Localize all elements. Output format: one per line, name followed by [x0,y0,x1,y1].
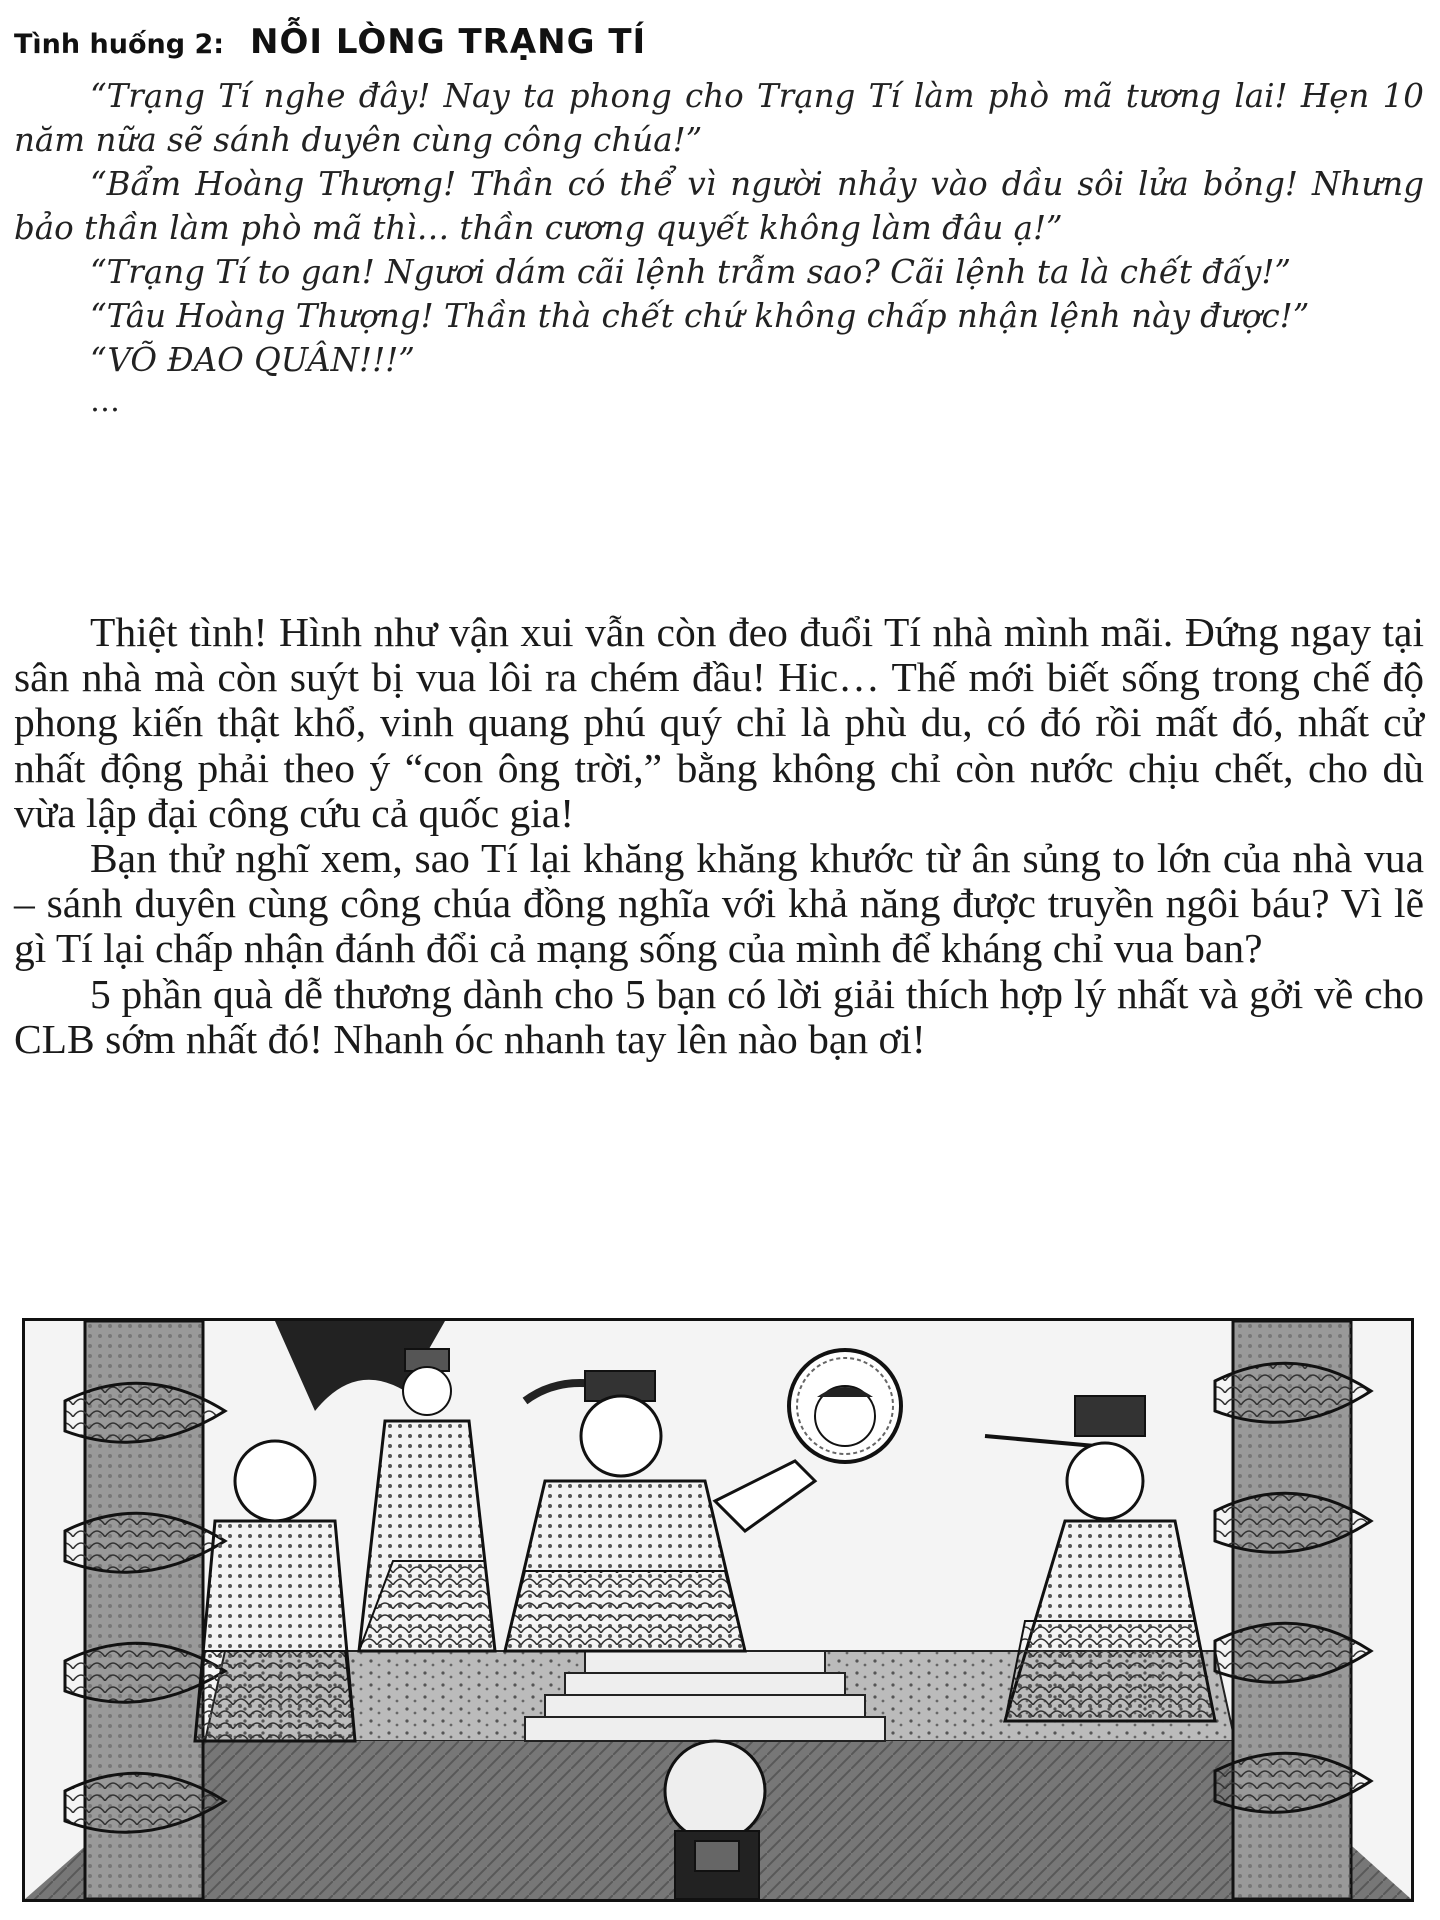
dialogue-block [14,74,1424,422]
body-paragraph: Thiệt tình! Hình như vận xui vẫn còn đeo đuổi Tí nhà mình mãi. Đứng ngay tại sân nhà mà còn suýt bị vua lôi ra chém đầu! Hic… Thế mới biết sống trong chế độ phong kiến thật khổ, vinh quang phú quý chỉ là phù du, có đó rồi mất đó, nhất cử nhất động phải theo ý “con ông trời,” bằng không chỉ còn nước chịu chết, cho dù vừa lập đại công cứu cả quốc gia! [14,609,1424,836]
heading-title: NỖI LÒNG TRẠNG TÍ [250,22,647,62]
dialogue-line: “Tâu Hoàng Thượng! Thần thà chết chứ không chấp nhận lệnh này được!” [90,297,1310,335]
dialogue-ellipsis: … [90,384,120,419]
body-paragraph: 5 phần quà dễ thương dành cho 5 bạn có lời giải thích hợp lý nhất và gởi về cho CLB sớm nhất đó! Nhanh óc nhanh tay lên nào bạn ơi! [14,970,1424,1062]
body-paragraph: Bạn thử nghĩ xem, sao Tí lại khăng khăng khước từ ân sủng to lớn của nhà vua – sánh duyên cùng công chúa đồng nghĩa với khả năng được truyền ngôi báu? Vì lẽ gì Tí lại chấp nhận đánh đổi cả mạng sống của mình để kháng chỉ vua ban? [14,835,1424,972]
ti-thought-bubble [789,1350,901,1462]
throne-room-drawing [25,1321,1411,1899]
dialogue-line: “Trạng Tí to gan! Ngươi dám cãi lệnh trẫm sao? Cãi lệnh ta là chết đấy!” [90,253,1292,291]
section-heading [14,22,646,62]
body-text [14,610,1424,1062]
left-dragon-pillar [65,1321,225,1899]
dialogue-line: “Trạng Tí nghe đây! Nay ta phong cho Trạng Tí làm phò mã tương lai! Hẹn 10 năm nữa sẽ sánh duyên cùng công chúa!” [14,77,1424,159]
ti-from-behind [665,1741,765,1899]
throne-room-illustration [22,1318,1414,1902]
dialogue-line: “VÕ ĐAO QUÂN!!!” [90,341,415,379]
right-dragon-pillar [1215,1321,1371,1899]
dialogue-line: “Bẩm Hoàng Thượng! Thần có thể vì người nhảy vào dầu sôi lửa bỏng! Nhưng bảo thần làm phò mã thì… thần cương quyết không làm đâu ạ!” [14,165,1424,247]
heading-label: Tình huống 2: [14,29,225,60]
